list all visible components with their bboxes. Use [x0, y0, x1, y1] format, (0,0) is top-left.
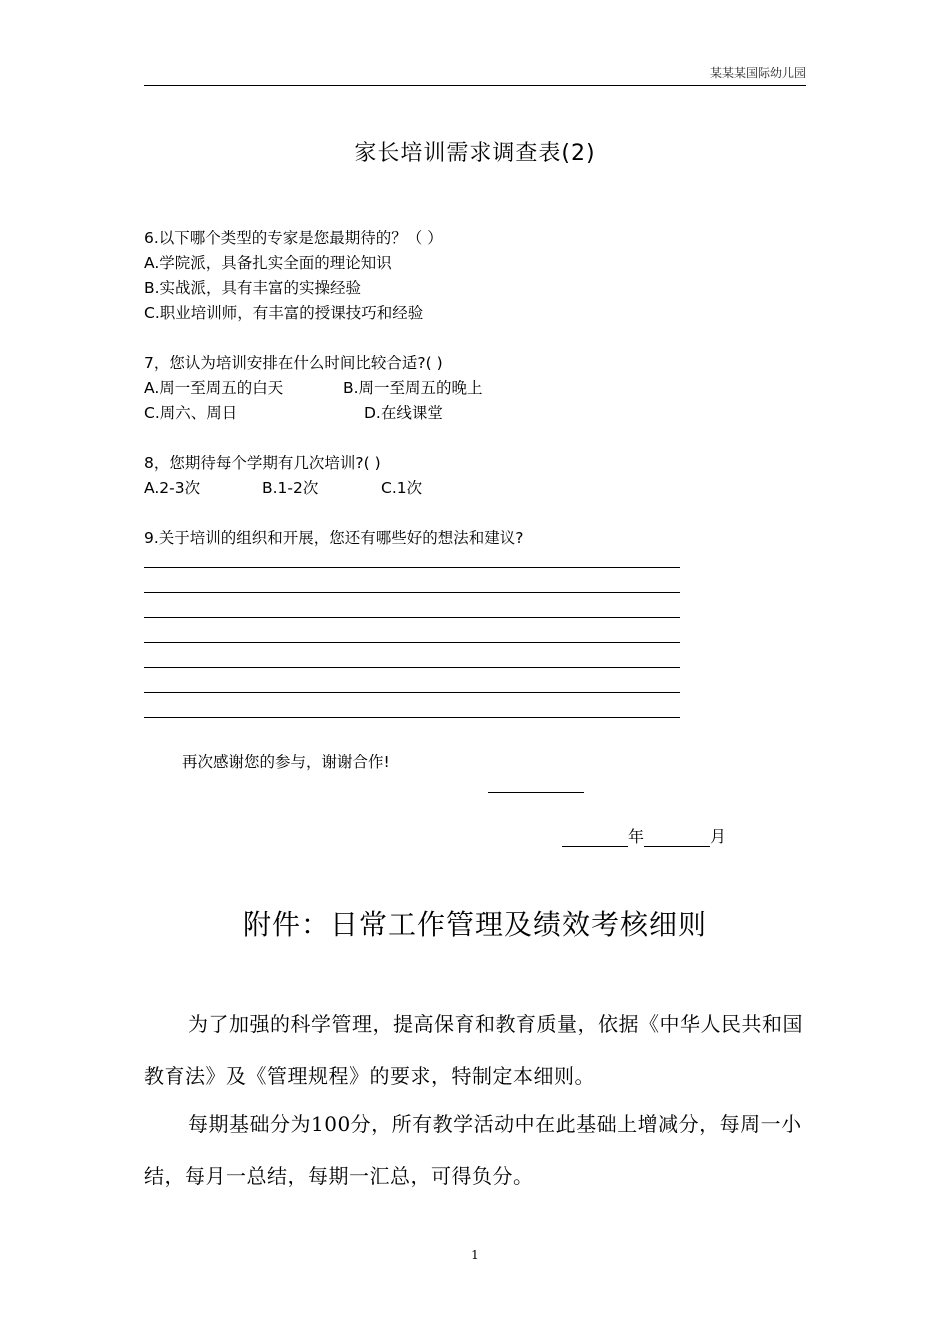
header-rule	[144, 85, 806, 86]
thanks-text: 再次感谢您的参与，谢谢合作!	[182, 753, 390, 771]
q7-option-d: D.在线课堂	[364, 404, 443, 422]
q6-option-c: C.职业培训师，有丰富的授课技巧和经验	[144, 304, 424, 322]
question-7: 7，您认为培训安排在什么时间比较合适?( )	[144, 354, 443, 372]
appendix-title: 附件：日常工作管理及绩效考核细则	[242, 908, 707, 941]
answer-line[interactable]	[144, 567, 680, 568]
q7-option-b: B.周一至周五的晚上	[343, 379, 483, 397]
page-number: 1	[471, 1248, 479, 1262]
appendix-paragraph: 为了加强的科学管理，提高保育和教育质量，依据《中华人民共和国教育法》及《管理规程》的要求，特制定本细则。	[144, 1012, 803, 1088]
question-6: 6.以下哪个类型的专家是您最期待的？（ ）	[144, 229, 443, 247]
answer-line[interactable]	[144, 717, 680, 718]
signature-line[interactable]	[488, 792, 584, 793]
question-8: 8，您期待每个学期有几次培训?( )	[144, 454, 381, 472]
answer-line[interactable]	[144, 642, 680, 643]
date-row	[562, 824, 726, 847]
answer-line[interactable]	[144, 692, 680, 693]
q7-option-c: C.周六、周日	[144, 404, 238, 422]
q7-option-a: A.周一至周五的白天	[144, 379, 284, 397]
q6-option-b: B.实战派，具有丰富的实操经验	[144, 279, 362, 297]
q8-option-c: C.1次	[381, 479, 423, 497]
survey-title: 家长培训需求调查表(2)	[354, 141, 596, 166]
header-org-name: 某某某国际幼儿园	[709, 66, 806, 80]
q6-option-a: A.学院派，具备扎实全面的理论知识	[144, 254, 392, 272]
appendix-paragraph: 每期基础分为100分，所有教学活动中在此基础上增减分，每周一小结，每月一总结，每期一汇总，可得负分。	[144, 1112, 802, 1188]
answer-line[interactable]	[144, 592, 680, 593]
answer-line[interactable]	[144, 617, 680, 618]
month-blank[interactable]	[644, 829, 710, 847]
month-label: 月	[710, 827, 727, 846]
answer-line[interactable]	[144, 667, 680, 668]
question-9: 9.关于培训的组织和开展，您还有哪些好的想法和建议?	[144, 529, 524, 547]
q8-option-a: A.2-3次	[144, 479, 201, 497]
year-blank[interactable]	[562, 829, 628, 847]
q8-option-b: B.1-2次	[262, 479, 319, 497]
year-label: 年	[628, 827, 645, 846]
